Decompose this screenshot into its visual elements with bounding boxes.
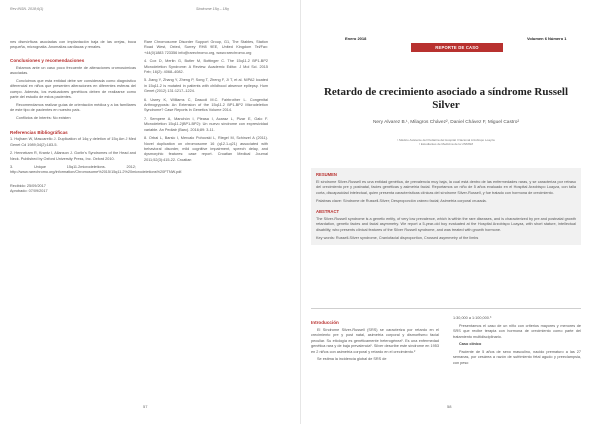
right-page — [300, 0, 600, 424]
section-heading-references: Referencias Bibliográficas — [10, 129, 68, 135]
paragraph: Estamos ante un caso poco frecuente de alteraciones cromosómicas asociadas. — [10, 65, 136, 76]
abstract-text: The Silver-Russell syndrome is a genetic entity, of very low prevalence, which is within the rare diseases, and is characterized by pre and postnatal growth retardation, genetic facies and facial asymmetry. We report a 5-year-old boy evaluated at the Hospital Arzobispo Loayza, with short stature, intellectual disability, who presents clinical features of the Silver Russell syndrome, and was treated with growth hormone. — [316, 217, 576, 232]
section-heading-conclusions: Conclusiones y recomendaciones — [10, 57, 85, 63]
paragraph: nes dismórficas asociadas con implantación baja de las orejas, boca pequeña, micrognatia. Anomalías cardiacas y renales. — [10, 40, 136, 50]
palabras-clave: Palabras clave: Síndrome de Russell-Silver; Desproporción cráneo facial; Asimetría corporal cruzada. — [316, 198, 487, 203]
resumen-heading: RESUMEN — [316, 172, 337, 177]
left-column-2 — [144, 40, 268, 166]
paragraph: El Síndrome Silver-Russell (SRS) se caracteriza por retardo en el crecimiento pre y post natal, asimetría corporal y dismorfismo facial peculiar. Su etiología es genéticamente heterogénea¹. Es una enfermedad genética rara y de baja prevalencia¹. Silver describe este síndrome en 1953 en 2 niños con asimetría corporal y retardo en el crecimiento.² — [311, 327, 439, 354]
paragraph: Recomendamos realizar guías de orientación médica y a los familiares de este tipo de pacientes en nuestro país. — [10, 102, 136, 113]
abstract-heading: ABSTRACT — [316, 209, 340, 215]
left-column-1 — [10, 40, 183, 197]
affiliations — [315, 138, 577, 146]
author-list: Nery Alvarez B.¹, Milagros Chávez², Daniel Chávez F, Miguel Castro² — [372, 120, 520, 125]
reference-item: 7. Sempere A, Manchón I, Pleasa I, Acaraz L, Pizar E, Galo F. Microdeletion 15q11.2(BP1-BP2): Un nuevo síndrome con expresividad variable. An Pediatr (Barc). 2016;89: 3-11. — [144, 116, 268, 132]
paragraph: 1:30,000 a 1:100,000.³ — [453, 316, 492, 320]
reference-item: 3. Unique 15q11.2microdeletions. 2012; http://www.rarechromo.org/information/Chromosome%2015/15q11.2%20microdeletions%20FTNW.pdf. — [10, 165, 183, 175]
page-number: 58 — [447, 404, 452, 409]
reference-list-1 — [10, 137, 183, 175]
running-header-right: Síndrome 15q – 18q — [196, 7, 229, 11]
approved-date: Aprobado: 07/09/2017 — [10, 189, 48, 194]
paragraph: Paciente de 5 años de sexo masculino, nacido prematuro a las 27 semanas, por cesárea a razón de sufrimiento fetal agudo y preeclampsia, con peso — [453, 349, 581, 365]
abstract-box — [311, 168, 581, 245]
intro-column-1 — [311, 316, 439, 365]
reference-item: 2. Hennekam R, Krantz I, Allanson J. Gorlin's Syndromes of the Head and Neck. Published by Oxford University Press, Inc. Oxford 2010. — [10, 151, 136, 161]
paragraph: Presentamos el caso de un niño con criterios mayores y menores de SRS que recibe terapia con hormona de crecimiento como parte del tratamiento multidisciplinario. — [453, 323, 581, 339]
reference-item: Rare Chromosome Disorder Support Group, G1, The Stables, Station Road West, Oxted, Surrey RH8 9EE, United Kingdom Tel/Fax: +44(0)1883 723356 info@rarechromo.org, www.rarechromo.org — [144, 40, 268, 55]
issue-date: Enero 2018 — [345, 36, 367, 41]
received-date: Recibido: 25/09/2017 — [10, 183, 46, 188]
reference-item: 6. Usrey K, Williams C, Dascoli M.C. Fairbrother L. Congenital Arthrogryposis: An Extension of the 15q11.2 BP1-BP2 Microdeletion Syndrome? Case Reports in Genetics Volume 2014. — [144, 97, 268, 113]
divider — [311, 308, 581, 309]
reference-item: 4. Cox D, Merlin G, Butler M, Bottinger C. The 15q11.2 BP1-BP2 Microdeletion Syndrome: A Review. Academic Editor. J Mol Sci. 2015 Feb; 16(2): 4068–4082. — [144, 59, 268, 75]
case-heading: Caso clínico — [459, 342, 482, 347]
article-type-banner: REPORTE DE CASO — [411, 43, 503, 52]
section-heading-intro: Introducción — [311, 320, 339, 325]
reference-item: 8. Orbai L, Barsic I, Mercalo Pohovski L, Riegel M, Schinzel A (2011). Novel duplication on chromosome 16 (q12.1-q21) associated with behavioral disorder, mild cognitive impairment, speech delay, and dysmorphic features: case report. Croatian Medical Journal 2011;52(3):415-22. Croatian — [144, 136, 268, 162]
page-number: 57 — [143, 404, 148, 409]
conflicts-statement: Conflictos de Interés: No existen — [16, 116, 71, 121]
affiliation-2: ² Estudiantes de Medicina de la UNMSM — [418, 142, 474, 147]
intro-column-2 — [453, 316, 581, 368]
reference-item: 1. Hojham W, Mascarello J. Duplication of 14q y deletion of 15q Am J Med Genet Cd 1989;34(2):183-5. — [10, 137, 136, 147]
affiliation-1: ¹ Médico Asistente del Pediatría del Hospital I Nacional Arzobispo Loayza — [397, 138, 495, 142]
keywords: Key words: Russell-Silver syndrome, Craniofacial disproportion, Crossed asymmetry of the limbs — [316, 236, 479, 241]
reference-item: 5. Jiang Y, Zhang Y, Zheng P, Song T, Zheng F, Ji T, et al. NIPA2 located in 15q11.2 is mutated in patients with childhood absence epilepsy. Hum Genet (2012) 131:1217–1224. — [144, 78, 268, 94]
article-title: Retardo de crecimiento asociado a síndrome Russell Silver — [323, 86, 568, 111]
resumen-text: El síndrome Silver-Russell es una entidad genética, de prevalencia muy baja, la cual está dentro de las enfermedades raras, y se caracteriza por retraso del crecimiento pre y postnatal, facies genéticas y asimetría facial. Reportamos un niño de 5 años evaluado en el Hospital Arzobispo Loayza, con talla corta, discapacidad intelectual, quien presenta características clínicas del síndrome Silver-Russell, y fue tratado con hormona de crecimiento. — [316, 180, 576, 195]
volume-number: Volumen 6 Número 1 — [527, 36, 567, 41]
paragraph: Se estima la incidencia global de SRS de — [317, 357, 387, 362]
paragraph: Concluimos que esta entidad debe ser considerada como diagnóstico diferencial en niños que presenten alteraciones en diferentes esferas del cuerpo. Además, los evaluadores genéticos deben de realizarse como parte del estudio de estos pacientes. — [10, 78, 136, 100]
running-header-left: Rev INSN. 2018;6(1) — [10, 7, 44, 11]
